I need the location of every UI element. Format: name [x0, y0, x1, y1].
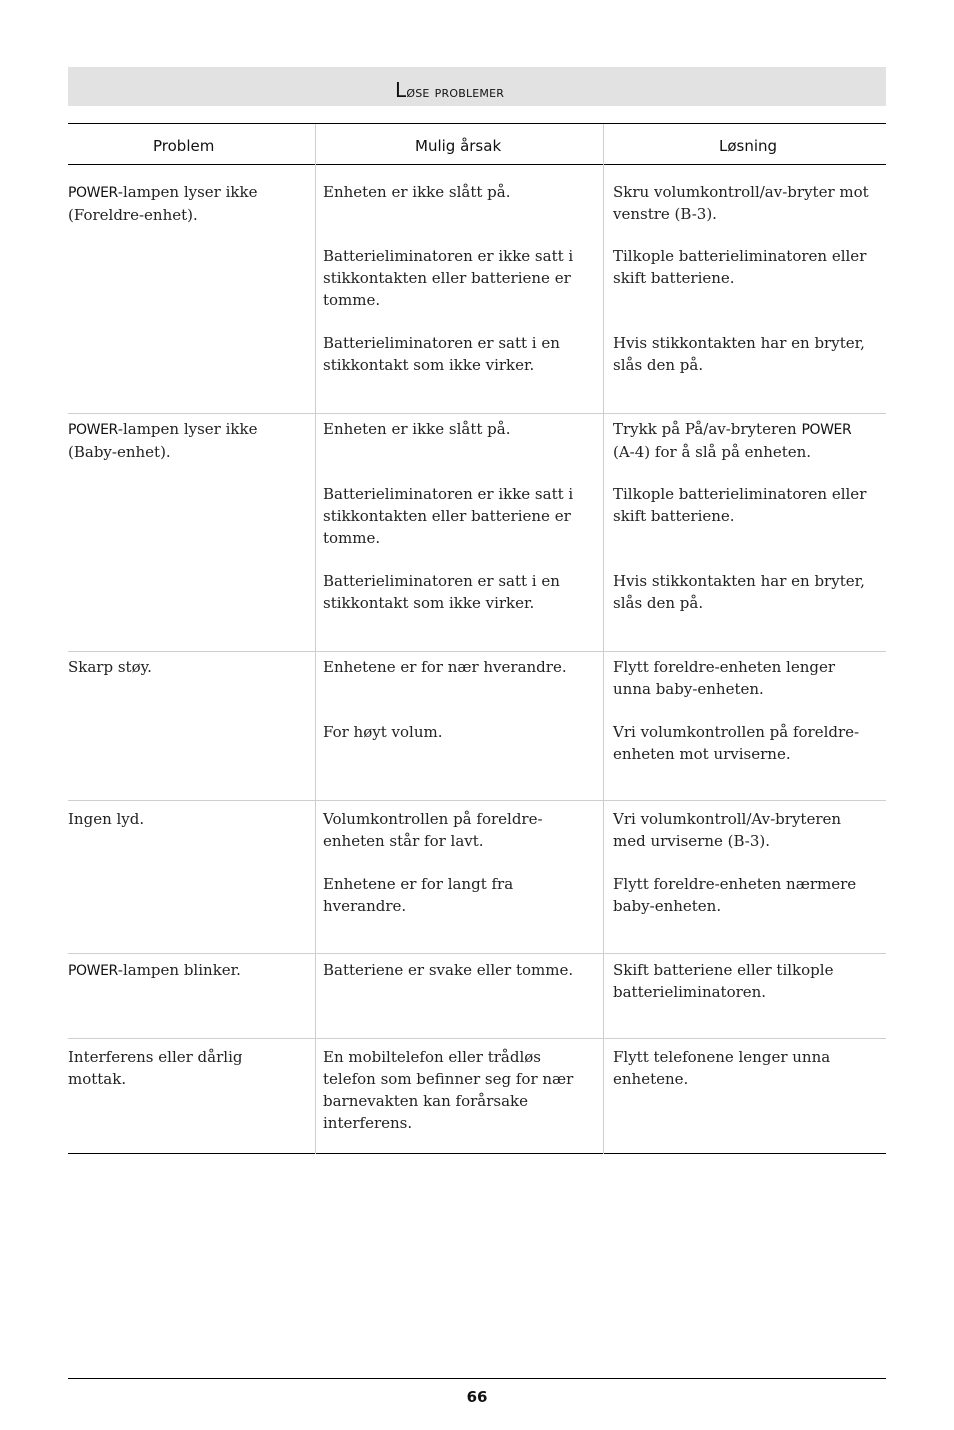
table-top-rule [68, 123, 886, 124]
solution-cell: Hvis stikkontakten har en bryter, slås den på. [613, 334, 865, 374]
cause-cell: Enheten er ikke slått på. [323, 420, 511, 438]
header-bottom-rule [68, 164, 886, 165]
problem-cell: Ingen lyd. [68, 810, 145, 828]
solution-cell: Trykk på På/av-bryteren POWER (A-4) for å slå på enheten. [613, 420, 852, 461]
footer-rule [68, 1378, 886, 1379]
header-solution: Løsning [719, 137, 778, 155]
solution-cell: Tilkople batterieliminatoren eller skift batteriene. [613, 247, 867, 287]
row-separator [68, 651, 886, 652]
page-number: 66 [466, 1388, 488, 1406]
cause-cell: Batterieliminatoren er satt i en stikkontakt som ikke virker. [323, 572, 560, 612]
cause-cell: En mobiltelefon eller trådløs telefon som befinner seg for nær barnevakten kan forårsake interferens. [323, 1048, 574, 1132]
cause-cell: Batterieliminatoren er satt i en stikkontakt som ikke virker. [323, 334, 560, 374]
row-separator [68, 413, 886, 414]
cause-cell: Enheten er ikke slått på. [323, 183, 511, 201]
solution-cell: Tilkople batterieliminatoren eller skift batteriene. [613, 485, 867, 525]
cause-cell: Volumkontrollen på foreldre- enheten står for lavt. [323, 810, 543, 850]
solution-cell: Vri volumkontrollen på foreldre- enheten mot urviserne. [613, 723, 860, 763]
header-problem: Problem [153, 137, 215, 155]
solution-cell: Vri volumkontroll/Av-bryteren med urviserne (B-3). [613, 810, 842, 850]
header-cause: Mulig årsak [415, 137, 502, 155]
row-separator [68, 800, 886, 801]
solution-cell: Hvis stikkontakten har en bryter, slås den på. [613, 572, 865, 612]
problem-cell: POWER-lampen blinker. [68, 961, 241, 979]
cause-cell: Enhetene er for langt fra hverandre. [323, 875, 514, 915]
cause-cell: Batterieliminatoren er ikke satt i stikkontakten eller batteriene er tomme. [323, 485, 574, 547]
solution-cell: Skru volumkontroll/av-bryter mot venstre (B-3). [613, 183, 869, 223]
section-title: Løse problemer [395, 78, 505, 102]
solution-cell: Skift batteriene eller tilkople batterieliminatoren. [613, 961, 834, 1001]
problem-cell: Interferens eller dårlig mottak. [68, 1048, 243, 1088]
cause-cell: Batterieliminatoren er ikke satt i stikkontakten eller batteriene er tomme. [323, 247, 574, 309]
row-separator [68, 1038, 886, 1039]
problem-cell: Skarp støy. [68, 658, 152, 676]
cause-cell: Batteriene er svake eller tomme. [323, 961, 574, 979]
section-title-bar [68, 67, 886, 106]
solution-cell: Flytt telefonene lenger unna enhetene. [613, 1048, 831, 1088]
cause-cell: Enhetene er for nær hverandre. [323, 658, 567, 676]
table-bottom-rule [68, 1153, 886, 1154]
problem-cell: POWER-lampen lyser ikke (Foreldre-enhet). [68, 183, 258, 224]
problem-cell: POWER-lampen lyser ikke (Baby-enhet). [68, 420, 258, 461]
cause-cell: For høyt volum. [323, 723, 443, 741]
column-divider-1 [315, 124, 316, 1154]
solution-cell: Flytt foreldre-enheten lenger unna baby-enheten. [613, 658, 836, 698]
solution-cell: Flytt foreldre-enheten nærmere baby-enheten. [613, 875, 857, 915]
column-divider-2 [603, 124, 604, 1154]
row-separator [68, 953, 886, 954]
